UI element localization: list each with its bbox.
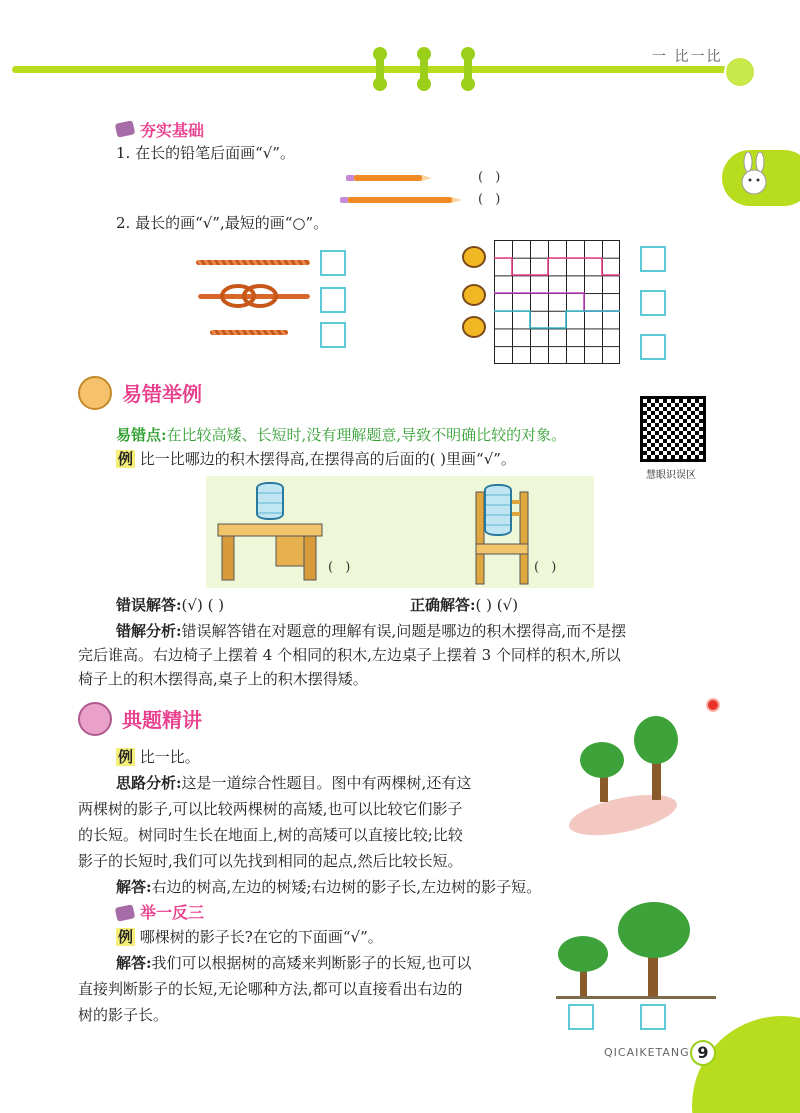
section-title-classic: 典题精讲	[122, 708, 202, 732]
answer-box[interactable]	[640, 1004, 666, 1030]
ground-line	[556, 996, 716, 999]
answer-box[interactable]	[320, 287, 346, 313]
tree-icon	[558, 936, 608, 972]
answer-box[interactable]	[320, 322, 346, 348]
example-text: 比一比。	[139, 748, 200, 766]
idea-label: 思路分析:	[116, 774, 182, 792]
answer-blank[interactable]: ( )	[328, 560, 355, 575]
pencil-long	[348, 197, 452, 203]
answer-box[interactable]	[320, 250, 346, 276]
analysis-line-2: 完后谁高。右边椅子上摆着 4 个相同的积木,左边桌子上摆着 3 个同样的积木,所以	[78, 646, 621, 664]
tree-shadow	[566, 787, 681, 843]
right-answer	[410, 594, 518, 616]
example-tag: 例	[118, 450, 134, 468]
practice-answer-line-1	[116, 952, 471, 974]
bee-icon	[462, 246, 486, 268]
example-tag: 例	[118, 928, 134, 946]
idea-text: 这是一道综合性题目。图中有两棵树,还有这	[181, 774, 472, 792]
bee-icon	[462, 316, 486, 338]
answer-box[interactable]	[640, 246, 666, 272]
answer-text: 我们可以根据树的高矮来判断影子的长短,也可以	[151, 954, 472, 972]
idea-line-2: 两棵树的影子,可以比较两棵树的高矮,也可以比较它们影子	[78, 800, 463, 818]
example-text: 比一比哪边的积木摆得高,在摆得高的后面的( )里画“√”。	[139, 450, 516, 468]
bullet-icon	[706, 698, 720, 712]
section-title-errors: 易错举例	[122, 382, 202, 406]
page-number: 9	[690, 1040, 716, 1066]
idea-line-4: 影子的长短时,我们可以先找到相同的起点,然后比较长短。	[78, 852, 463, 870]
answer-box[interactable]	[568, 1004, 594, 1030]
analysis-line-3: 椅子上的积木摆得高,桌子上的积木摆得矮。	[78, 670, 368, 688]
section-title-basic: 夯实基础	[140, 121, 205, 140]
practice-answer-line-3: 树的影子长。	[78, 1006, 169, 1024]
chapter-title: 一 比一比	[652, 49, 723, 65]
rabbit-icon	[734, 152, 774, 202]
classic-example	[116, 746, 200, 768]
grid-paths	[494, 240, 622, 366]
error-point	[116, 424, 566, 446]
qr-label: 慧眼识误区	[646, 470, 696, 481]
example-text: 哪棵树的影子长?在它的下面画“√”。	[139, 928, 383, 946]
pencil-short	[354, 175, 422, 181]
idea-line-1	[116, 772, 471, 794]
tree-icon	[634, 716, 678, 764]
binder-ring	[420, 53, 428, 85]
answer-blank[interactable]: ( )	[534, 560, 561, 575]
right-answer-value: ( ) (√)	[475, 596, 519, 614]
classic-answer	[116, 876, 541, 898]
cow-icon	[724, 56, 756, 88]
comparison-illustration	[206, 476, 594, 588]
practice-example	[116, 926, 383, 948]
tree-icon	[618, 902, 690, 958]
mascot-icon	[78, 702, 112, 736]
question-2: 2. 最长的画“√”,最短的画“○”。	[116, 214, 329, 232]
mascot-icon	[78, 376, 112, 410]
answer-label: 解答:	[116, 878, 152, 896]
idea-line-3: 的长短。树同时生长在地面上,树的高矮可以直接比较;比较	[78, 826, 463, 844]
answer-blank[interactable]: ( )	[478, 192, 505, 207]
brand-label: QICAIKETANG	[604, 1046, 690, 1059]
rabbit-tab-icon	[722, 150, 800, 206]
wrong-answer-label: 错误解答:	[116, 596, 182, 614]
rope-short	[210, 330, 288, 335]
qr-code[interactable]	[640, 396, 706, 462]
analysis-text: 错误解答错在对题意的理解有误,问题是哪边的积木摆得高,而不是摆	[181, 622, 627, 640]
error-point-label: 易错点:	[116, 426, 167, 444]
answer-blank[interactable]: ( )	[478, 170, 505, 185]
wrong-answer	[116, 594, 224, 616]
bee-icon	[462, 284, 486, 306]
block-stack-3	[256, 482, 284, 520]
error-point-text: 在比较高矮、长短时,没有理解题意,导致不明确比较的对象。	[166, 426, 567, 444]
practice-answer-line-2: 直接判断影子的长短,无论哪种方法,都可以直接看出右边的	[78, 980, 463, 998]
rope-long	[196, 260, 310, 265]
binder-ring	[376, 53, 384, 85]
wrong-answer-value: (√) ( )	[181, 596, 225, 614]
binder-ring	[464, 53, 472, 85]
block-stack-4	[484, 484, 512, 536]
knotted-rope	[198, 284, 310, 310]
answer-text: 右边的树高,左边的树矮;右边树的影子长,左边树的影子短。	[151, 878, 542, 896]
analysis-label: 错解分析:	[116, 622, 182, 640]
answer-label: 解答:	[116, 954, 152, 972]
analysis-line-1	[116, 620, 626, 642]
answer-box[interactable]	[640, 334, 666, 360]
right-answer-label: 正确解答:	[410, 596, 476, 614]
card-icon	[115, 904, 136, 921]
error-example	[116, 448, 516, 470]
answer-box[interactable]	[640, 290, 666, 316]
section-title-practice: 举一反三	[140, 903, 205, 922]
tree-icon	[580, 742, 624, 778]
question-1: 1. 在长的铅笔后面画“√”。	[116, 144, 295, 162]
example-tag: 例	[118, 748, 134, 766]
card-icon	[115, 120, 136, 137]
